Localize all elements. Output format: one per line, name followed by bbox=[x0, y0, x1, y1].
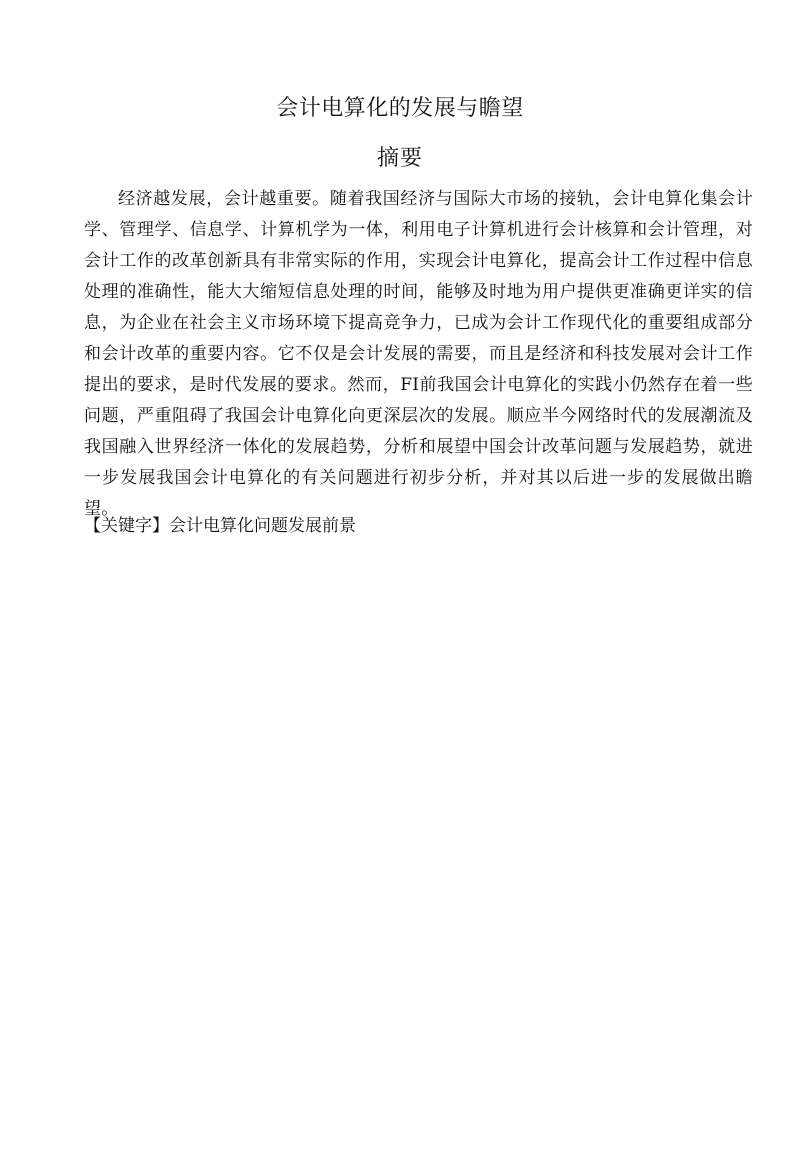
document-title: 会计电算化的发展与瞻望 bbox=[276, 96, 524, 121]
keywords-line: 【关键字】会计电算化问题发展前景 bbox=[84, 516, 356, 536]
abstract-heading: 摘要 bbox=[376, 146, 423, 171]
abstract-paragraph: 经济越发展，会计越重要。随着我国经济与国际大市场的接轨，会计电算化集会计学、管理学、信息学、计算机学为一体，利用电子计算机进行会计核算和会计管理，对会计工作的改革创新具有非常实际的作用，实现会计电算化，提高会计工作过程中信息处理的准确性，能大大缩短信息处理的时间，能够及时地为用户提供更准确更详实的信息，为企业在社会主义市场环境下提高竞争力，已成为会计工作现代化的重要组成部分和会计改革的重要内容。它不仅是会计发展的需要，而且是经济和科技发展对会计工作提出的要求，是时代发展的要求。然而，FI前我国会计电算化的实践小仍然存在着一些问题，严重阻碍了我国会计电算化向更深层次的发展。顺应半今网络时代的发展潮流及我国融入世界经济一体化的发展趋势，分析和展望中国会计改革问题与发展趋势，就进一步发展我国会计电算化的有关问题进行初步分析，并对其以后进一步的发展做出瞻望。 bbox=[84, 189, 753, 519]
